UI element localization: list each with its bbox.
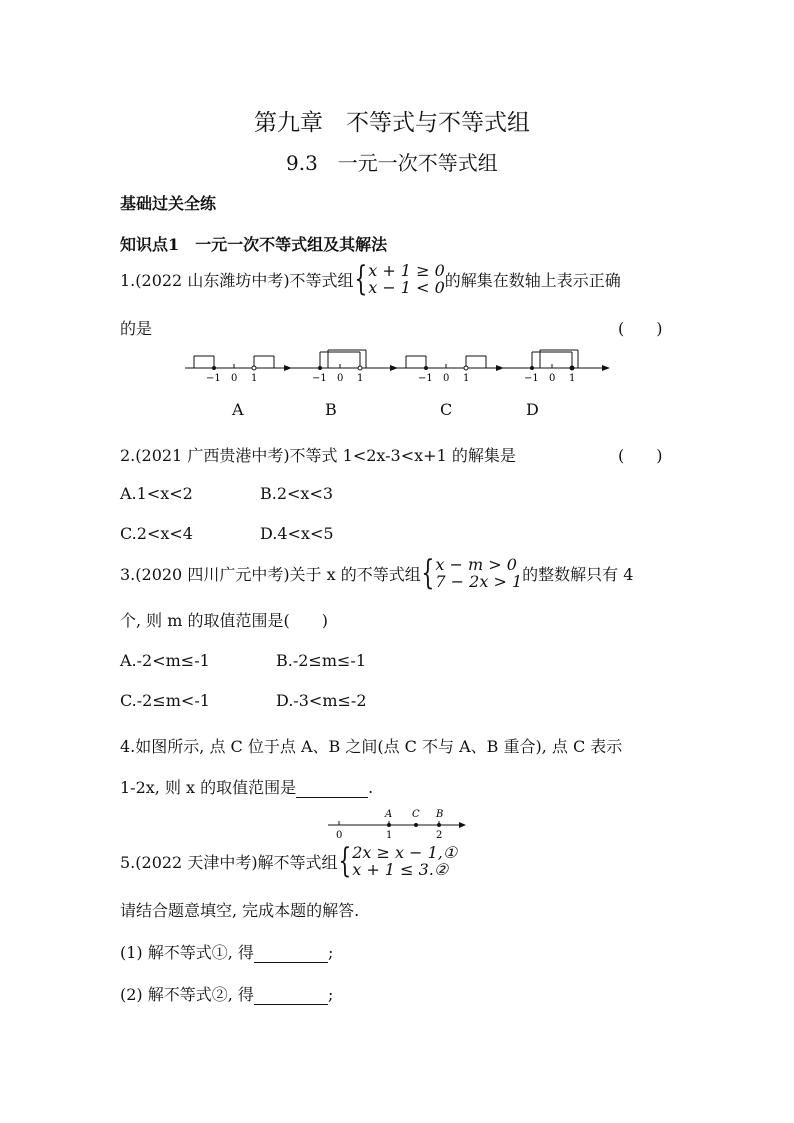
q1-b-tick-label-2: 1 xyxy=(357,373,364,384)
q1-option-b[interactable]: B xyxy=(325,400,337,419)
q1-c-tick-label-2: 1 xyxy=(463,373,470,384)
q5-sys-line-2: x + 1 ≤ 3.② xyxy=(352,860,449,879)
q2-option-d[interactable]: D.4<x<5 xyxy=(260,524,334,543)
q1-b-point-1 xyxy=(358,366,362,370)
q1-inequality-system xyxy=(353,259,445,299)
q3-option-b[interactable]: B.-2≤m≤-1 xyxy=(276,651,366,670)
q3-stem xyxy=(120,553,634,593)
q1-c-tick-label-1: 0 xyxy=(443,373,450,384)
q2-option-b[interactable]: B.2<x<3 xyxy=(260,484,334,503)
q1-d-point-neg1 xyxy=(530,366,534,370)
q1-number-lines xyxy=(180,348,620,388)
q5-part1 xyxy=(120,940,333,963)
q4-line2-end: . xyxy=(368,778,374,797)
q3-inequality-system xyxy=(421,553,523,593)
q1-answer-paren: ( ) xyxy=(618,319,663,338)
q4-tick-label-2: 2 xyxy=(436,830,443,841)
q3-sys-line-2: 7 − 2x > 1 xyxy=(435,572,523,591)
q1-line2: 的是 xyxy=(120,319,153,338)
q3-prefix: 3.(2020 四川广元中考)关于 x 的不等式组 xyxy=(120,564,421,584)
q1-d-tick-label-0: −1 xyxy=(524,373,539,384)
q4-answer-blank[interactable] xyxy=(296,778,368,798)
q1-a-tick-label-0: −1 xyxy=(206,373,221,384)
q5-part1-end: ; xyxy=(327,943,334,962)
brace-icon: { xyxy=(421,553,435,593)
q4-line2-text: 1-2x, 则 x 的取值范围是 xyxy=(120,778,297,797)
q4-line1: 4.如图所示, 点 C 位于点 A、B 之间(点 C 不与 A、B 重合), 点 C 表示 xyxy=(120,737,623,756)
q3-sys-line-1: x − m > 0 xyxy=(435,555,517,574)
q4-tick-label-1: 1 xyxy=(386,830,393,841)
q5-inequality-system xyxy=(337,841,458,881)
q4-point-c xyxy=(414,823,418,827)
q5-sys-line-1: 2x ≥ x − 1,① xyxy=(352,843,458,862)
q1-a-tick-label-2: 1 xyxy=(251,373,258,384)
q5-prefix: 5.(2022 天津中考)解不等式组 xyxy=(120,852,338,872)
q1-d-tick-label-1: 0 xyxy=(549,373,556,384)
q4-label-a: A xyxy=(385,809,393,820)
q2-option-a[interactable]: A.1<x<2 xyxy=(120,484,193,503)
q1-b-point-neg1 xyxy=(318,366,322,370)
q1-b-tick-label-0: −1 xyxy=(312,373,327,384)
q3-line2: 个, 则 m 的取值范围是( ) xyxy=(120,611,329,630)
q1-c-point-1 xyxy=(464,366,468,370)
q1-sys-line-2: x − 1 < 0 xyxy=(368,278,445,297)
q2-stem: 2.(2021 广西贵港中考)不等式 1<2x-3<x+1 的解集是 xyxy=(120,446,516,465)
q1-c-tick-label-0: −1 xyxy=(418,373,433,384)
q1-prefix: 1.(2022 山东潍坊中考)不等式组 xyxy=(120,270,354,290)
q5-part2 xyxy=(120,982,333,1005)
q1-sys-line-1: x + 1 ≥ 0 xyxy=(368,261,445,280)
q1-a-tick-label-1: 0 xyxy=(231,373,238,384)
q3-suffix: 的整数解只有 4 xyxy=(522,564,634,584)
q1-a-point-1 xyxy=(252,366,256,370)
q1-b-tick-label-1: 0 xyxy=(337,373,344,384)
section-title: 9.3 一元一次不等式组 xyxy=(286,151,498,175)
q4-number-line xyxy=(325,806,470,842)
brace-icon: { xyxy=(337,841,351,881)
q1-option-a[interactable]: A xyxy=(232,400,244,419)
q1-a-point-neg1 xyxy=(212,366,216,370)
q5-part1-blank[interactable] xyxy=(254,943,328,963)
q4-label-c: C xyxy=(412,809,420,820)
q3-option-c[interactable]: C.-2≤m<-1 xyxy=(120,691,210,710)
q4-point-a xyxy=(387,823,391,827)
chapter-title: 第九章 不等式与不等式组 xyxy=(254,110,530,136)
q1-suffix: 的解集在数轴上表示正确 xyxy=(444,270,621,290)
practice-heading: 基础过关全练 xyxy=(120,194,217,213)
q1-option-c[interactable]: C xyxy=(440,400,453,419)
q3-option-d[interactable]: D.-3<m≤-2 xyxy=(276,691,367,710)
brace-icon: { xyxy=(353,259,367,299)
q5-part2-text: (2) 解不等式②, 得 xyxy=(120,985,254,1004)
q2-answer-paren: ( ) xyxy=(618,446,663,465)
q4-line2 xyxy=(120,775,373,798)
q1-stem xyxy=(120,259,621,299)
q1-d-point-1 xyxy=(570,366,574,370)
q4-label-b: B xyxy=(436,809,444,820)
q5-part1-text: (1) 解不等式①, 得 xyxy=(120,943,254,962)
knowledge-point-heading: 知识点1 一元一次不等式组及其解法 xyxy=(120,235,388,254)
q4-tick-label-0: 0 xyxy=(336,830,343,841)
q5-part2-blank[interactable] xyxy=(254,985,328,1005)
q5-stem xyxy=(120,841,458,881)
q1-option-d[interactable]: D xyxy=(526,400,539,419)
q4-point-b xyxy=(437,823,441,827)
q5-part2-end: ; xyxy=(327,985,334,1004)
q1-c-point-neg1 xyxy=(424,366,428,370)
q2-option-c[interactable]: C.2<x<4 xyxy=(120,524,193,543)
q5-instruction: 请结合题意填空, 完成本题的解答. xyxy=(120,901,360,920)
q1-d-tick-label-2: 1 xyxy=(569,373,576,384)
q3-option-a[interactable]: A.-2<m≤-1 xyxy=(120,651,210,670)
